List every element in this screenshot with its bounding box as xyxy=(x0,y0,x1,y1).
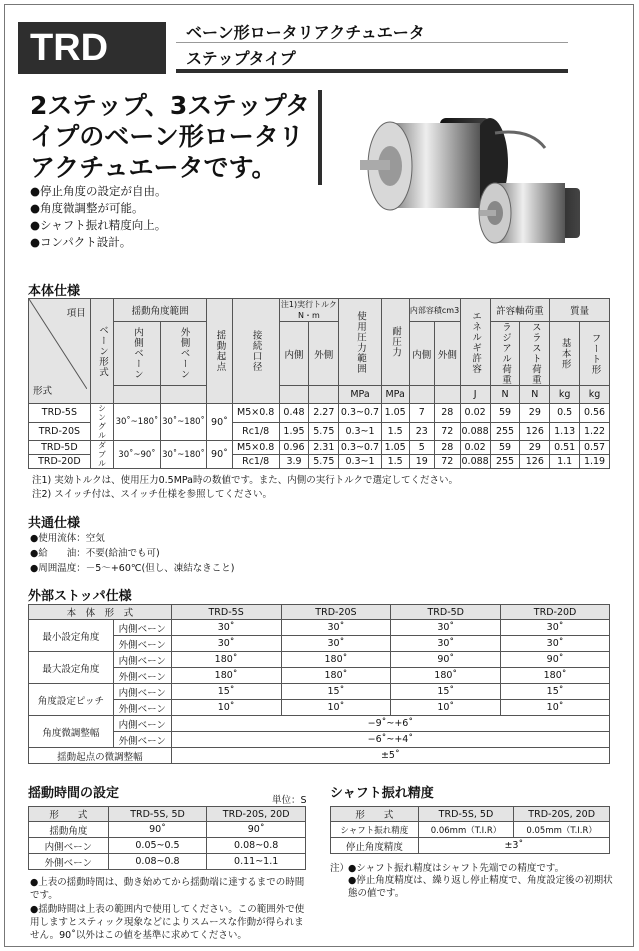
header-item-type xyxy=(29,299,91,404)
cell-base: 1.1 xyxy=(550,455,580,469)
header-model: TRD-20D xyxy=(501,605,610,620)
row-sublabel: 外側ベーン xyxy=(113,668,171,684)
cell-value: 30˚ xyxy=(391,620,501,636)
feature-item: ●シャフト振れ精度向上。 xyxy=(30,218,167,232)
cell-value: 180˚ xyxy=(171,652,281,668)
cell-energy: 0.088 xyxy=(461,456,489,467)
cell-vane: シングル xyxy=(90,404,113,441)
header-b: TRD-20S, 20D xyxy=(207,807,306,822)
header-type: 形式 xyxy=(33,386,53,397)
header-t-in: 内側 xyxy=(279,322,309,386)
cell-value: 30˚ xyxy=(501,620,610,636)
runout-note: ●シャフト振れ精度はシャフト先端での精度です。 xyxy=(348,863,565,874)
cell-foot: 1.22 xyxy=(580,422,610,441)
swing-title: 揺動時間の設定 xyxy=(28,786,120,801)
cell-v-in: 19 xyxy=(409,455,435,469)
runout-note-head: 注） xyxy=(330,863,350,874)
page-title: ベーン形ロータリアクチュエータ xyxy=(186,23,425,42)
cell-base: 0.51 xyxy=(550,441,580,455)
cell-value: 180˚ xyxy=(391,668,501,684)
row-sublabel: 外側ベーン xyxy=(113,700,171,716)
row-sublabel: 内側ベーン xyxy=(113,620,171,636)
header-kg: kg xyxy=(550,386,580,404)
header-type: 形 式 xyxy=(331,807,419,822)
cell-value: 90˚ xyxy=(501,652,610,668)
cell-value: 180˚ xyxy=(171,668,281,684)
header-v-in: 内側 xyxy=(409,322,435,386)
cell-value: 0.11~1.1 xyxy=(207,854,306,870)
cell-proof: 1.5 xyxy=(381,455,409,469)
header-model: TRD-20S xyxy=(281,605,391,620)
cell-proof: 1.05 xyxy=(381,404,409,423)
cell-value: 0.05~0.5 xyxy=(108,838,207,854)
page-subtitle: ステップタイプ xyxy=(186,49,296,68)
cell-v-in: 23 xyxy=(409,422,435,441)
cell-port: Rc1/8 xyxy=(232,455,279,469)
row-sublabel: 内側ベーン xyxy=(113,716,171,732)
cell-radial: 59 xyxy=(490,404,520,423)
cell-t-out: 5.75 xyxy=(309,422,339,441)
cell-thrust: 29 xyxy=(520,404,550,423)
header-port: 接続口径 xyxy=(232,299,279,404)
cell-base: 0.5 xyxy=(550,404,580,423)
cell-press: 0.3~1 xyxy=(339,455,382,469)
header-press: 使用圧力範囲 xyxy=(339,299,382,386)
row-label: 内側ベーン xyxy=(29,838,109,854)
cell-start: 90˚ xyxy=(207,441,233,469)
cell-value: 180˚ xyxy=(281,652,391,668)
row-label: 角度微調整幅 xyxy=(29,716,114,748)
cell-t-in: 0.96 xyxy=(279,441,309,455)
cell-vane: ダブル xyxy=(90,441,113,469)
cell-value: 30˚ xyxy=(391,636,501,652)
common-item: ●給 油：不要(給油でも可) xyxy=(30,548,160,559)
lede-headline: 2ステップ、3ステップタイプのベーン形ロータリアクチュエータです。 xyxy=(30,91,311,182)
cell-value: 30˚ xyxy=(281,636,391,652)
cell-v-out: 72 xyxy=(435,422,461,441)
cell-value: 15˚ xyxy=(391,684,501,700)
cell-v-in: 5 xyxy=(409,441,435,455)
cell-value: 30˚ xyxy=(171,636,281,652)
spec-title: 本体仕様 xyxy=(28,284,81,299)
cell-value: 10˚ xyxy=(281,700,391,716)
row-sublabel: 内側ベーン xyxy=(113,684,171,700)
cell-port: M5×0.8 xyxy=(232,441,279,455)
cell-t-in: 1.95 xyxy=(279,422,309,441)
header-a: TRD-5S, 5D xyxy=(108,807,207,822)
header-press-unit: MPa xyxy=(339,386,382,404)
row-label: シャフト振れ精度 xyxy=(331,822,419,838)
cell-value: 0.08~0.8 xyxy=(108,854,207,870)
cell-press: 0.3~0.7 xyxy=(339,404,382,423)
row-label: 最大設定角度 xyxy=(29,652,114,684)
header-item: 項目 xyxy=(66,308,86,319)
row-label: 最小設定角度 xyxy=(29,620,114,652)
header-vol: 内部容積cm3 xyxy=(409,299,460,322)
cell-out: 30˚~180˚ xyxy=(160,441,207,469)
header-out-vane: 外側ベーン xyxy=(160,322,207,386)
cell-energy: 0.02 xyxy=(460,441,490,455)
row-sublabel: 外側ベーン xyxy=(113,636,171,652)
swing-table xyxy=(28,806,306,870)
cell-value: 0.08~0.8 xyxy=(207,838,306,854)
row-label: 揺動角度 xyxy=(29,822,109,838)
cell-t-out: 2.31 xyxy=(309,441,339,455)
header-blank xyxy=(279,386,309,404)
cell-proof: 1.5 xyxy=(381,422,409,441)
cell-foot: 1.19 xyxy=(580,455,610,469)
stopper-title: 外部ストッパ仕様 xyxy=(28,589,132,604)
table-row xyxy=(29,404,610,423)
header-start: 揺動起点 xyxy=(207,299,233,404)
cell-foot: 0.57 xyxy=(580,441,610,455)
feature-item: ●角度微調整が可能。 xyxy=(30,201,144,215)
header-n: N xyxy=(520,386,550,404)
header-blank xyxy=(114,386,161,404)
common-title: 共通仕様 xyxy=(28,516,81,531)
cell-value: 90˚ xyxy=(391,652,501,668)
common-item: ●使用流体：空気 xyxy=(30,533,105,544)
cell-value: 30˚ xyxy=(171,620,281,636)
cell-value: −9˚~+6˚ xyxy=(171,716,609,732)
cell-value: −6˚~+4˚ xyxy=(171,732,609,748)
cell-in: 30˚~90˚ xyxy=(114,441,161,469)
header-blank xyxy=(409,386,435,404)
product-photo xyxy=(330,88,630,288)
cell-model: TRD-5S xyxy=(29,404,91,423)
row-label: 停止角度精度 xyxy=(331,838,419,854)
spec-note: 注2) スイッチ付は、スイッチ仕様を参照してください。 xyxy=(32,489,273,500)
cell-v-out: 28 xyxy=(435,404,461,423)
cell-value: 10˚ xyxy=(171,700,281,716)
header-b: TRD-20S, 20D xyxy=(514,807,610,822)
cell-value: 10˚ xyxy=(501,700,610,716)
stopper-table xyxy=(28,604,610,764)
cell-port: Rc1/8 xyxy=(232,422,279,441)
cell-value: 180˚ xyxy=(501,668,610,684)
row-label: 外側ベーン xyxy=(29,854,109,870)
cell-value: 90˚ xyxy=(207,822,306,838)
cell-start: 90˚ xyxy=(207,404,233,441)
row-label: 角度設定ピッチ xyxy=(29,684,114,716)
lede-bar xyxy=(318,90,322,185)
header-kg: kg xyxy=(580,386,610,404)
header-blank xyxy=(160,386,207,404)
cell-base: 1.13 xyxy=(550,422,580,441)
cell-in: 30˚~180˚ xyxy=(114,404,161,441)
cell-thrust: 29 xyxy=(520,441,550,455)
cell-t-in: 3.9 xyxy=(279,455,309,469)
swing-note: ●揺動時間は上表の範囲内で使用してください。この範囲外で使用しますとスティック現象などによりスムースな作動が得られません。90˚以外はこの値を基準に求めてください。 xyxy=(30,904,305,941)
header-type: 本 体 形 式 xyxy=(29,605,172,620)
cell-radial: 255 xyxy=(490,455,520,469)
header-t-out: 外側 xyxy=(309,322,339,386)
cell-t-out: 2.27 xyxy=(309,404,339,423)
header-foot: フート形 xyxy=(580,322,610,386)
cell-model: TRD-20S xyxy=(29,422,91,441)
cell-v-out: 72 xyxy=(435,455,461,469)
row-sublabel: 内側ベーン xyxy=(113,652,171,668)
cell-model: TRD-20D xyxy=(29,455,91,469)
cell-value: 30˚ xyxy=(281,620,391,636)
header-blank xyxy=(309,386,339,404)
cell-value: 0.05mm（T.I.R） xyxy=(514,822,610,838)
cell-value: 180˚ xyxy=(281,668,391,684)
swing-unit: 単位：S xyxy=(272,795,307,806)
cell-value: 0.06mm（T.I.R） xyxy=(418,822,514,838)
feature-item: ●コンパクト設計。 xyxy=(30,235,132,249)
header-v-out: 外側 xyxy=(435,322,461,386)
runout-note: ●停止角度精度は、繰り返し停止精度で、角度設定後の初期状態の値です。 xyxy=(348,875,613,899)
header-base: 基本形 xyxy=(550,322,580,386)
cell-value: 10˚ xyxy=(391,700,501,716)
header-thrust: スラスト荷重 xyxy=(520,322,550,386)
row-sublabel: 外側ベーン xyxy=(113,732,171,748)
runout-table xyxy=(330,806,610,854)
cell-radial: 59 xyxy=(490,441,520,455)
cell-thrust: 126 xyxy=(520,455,550,469)
header-vane: ベーン形式 xyxy=(90,299,113,404)
common-item: ●周囲温度：－5～+60℃(但し、凍結なきこと) xyxy=(30,563,235,574)
header-energy: エネルギ許容 xyxy=(460,299,490,386)
header-mass: 質量 xyxy=(550,299,610,322)
header-energy-unit: J xyxy=(460,386,490,404)
header-model: TRD-5S xyxy=(171,605,281,620)
cell-radial: 255 xyxy=(490,422,520,441)
cell-press: 0.3~0.7 xyxy=(339,441,382,455)
cell-thrust: 126 xyxy=(520,422,550,441)
header-n: N xyxy=(490,386,520,404)
header-torque: 注1)実行トルクN・m xyxy=(280,300,337,320)
header-radial: ラジアル荷重 xyxy=(490,322,520,386)
cell-press: 0.3~1 xyxy=(339,422,382,441)
cell-v-in: 7 xyxy=(409,404,435,423)
header-in-vane: 内側ベーン xyxy=(114,322,161,386)
cell-value: 15˚ xyxy=(501,684,610,700)
cell-value: 30˚ xyxy=(501,636,610,652)
header-underline xyxy=(176,69,568,73)
cell-value: ±5˚ xyxy=(171,748,609,764)
cell-value: 15˚ xyxy=(281,684,391,700)
feature-item: ●停止角度の設定が自由。 xyxy=(30,184,167,198)
spec-note: 注1) 実効トルクは、使用圧力0.5MPa時の数値です。また、内側の実行トルクで選定してください。 xyxy=(32,475,459,486)
cell-proof: 1.05 xyxy=(381,441,409,455)
cell-value: 15˚ xyxy=(171,684,281,700)
table-row xyxy=(29,441,610,455)
cell-t-out: 5.75 xyxy=(309,455,339,469)
cell-foot: 0.56 xyxy=(580,404,610,423)
cell-energy: 0.02 xyxy=(460,404,490,423)
header-type: 形 式 xyxy=(29,807,109,822)
cell-value: ±3˚ xyxy=(418,838,609,854)
header-proof-unit: MPa xyxy=(381,386,409,404)
swing-note: ●上表の揺動時間は、動き始めてから揺動端に達するまでの時間です。 xyxy=(30,877,305,901)
cell-port: M5×0.8 xyxy=(232,404,279,423)
header-swing: 揺動角度範囲 xyxy=(114,299,207,322)
model-badge: TRD xyxy=(18,22,166,74)
runout-title: シャフト振れ精度 xyxy=(330,786,434,801)
row-label: 揺動起点の微調整幅 xyxy=(29,748,172,764)
header-load: 許容軸荷重 xyxy=(490,299,550,322)
cell-value: 90˚ xyxy=(108,822,207,838)
spec-table xyxy=(28,298,610,469)
cell-model: TRD-5D xyxy=(29,441,91,455)
cell-out: 30˚~180˚ xyxy=(160,404,207,441)
cell-v-out: 28 xyxy=(435,441,461,455)
header-model: TRD-5D xyxy=(391,605,501,620)
header-a: TRD-5S, 5D xyxy=(418,807,514,822)
header-blank xyxy=(435,386,461,404)
cell-t-in: 0.48 xyxy=(279,404,309,423)
cell-energy: 0.088 xyxy=(460,422,490,441)
header-proof: 耐圧力 xyxy=(381,299,409,386)
